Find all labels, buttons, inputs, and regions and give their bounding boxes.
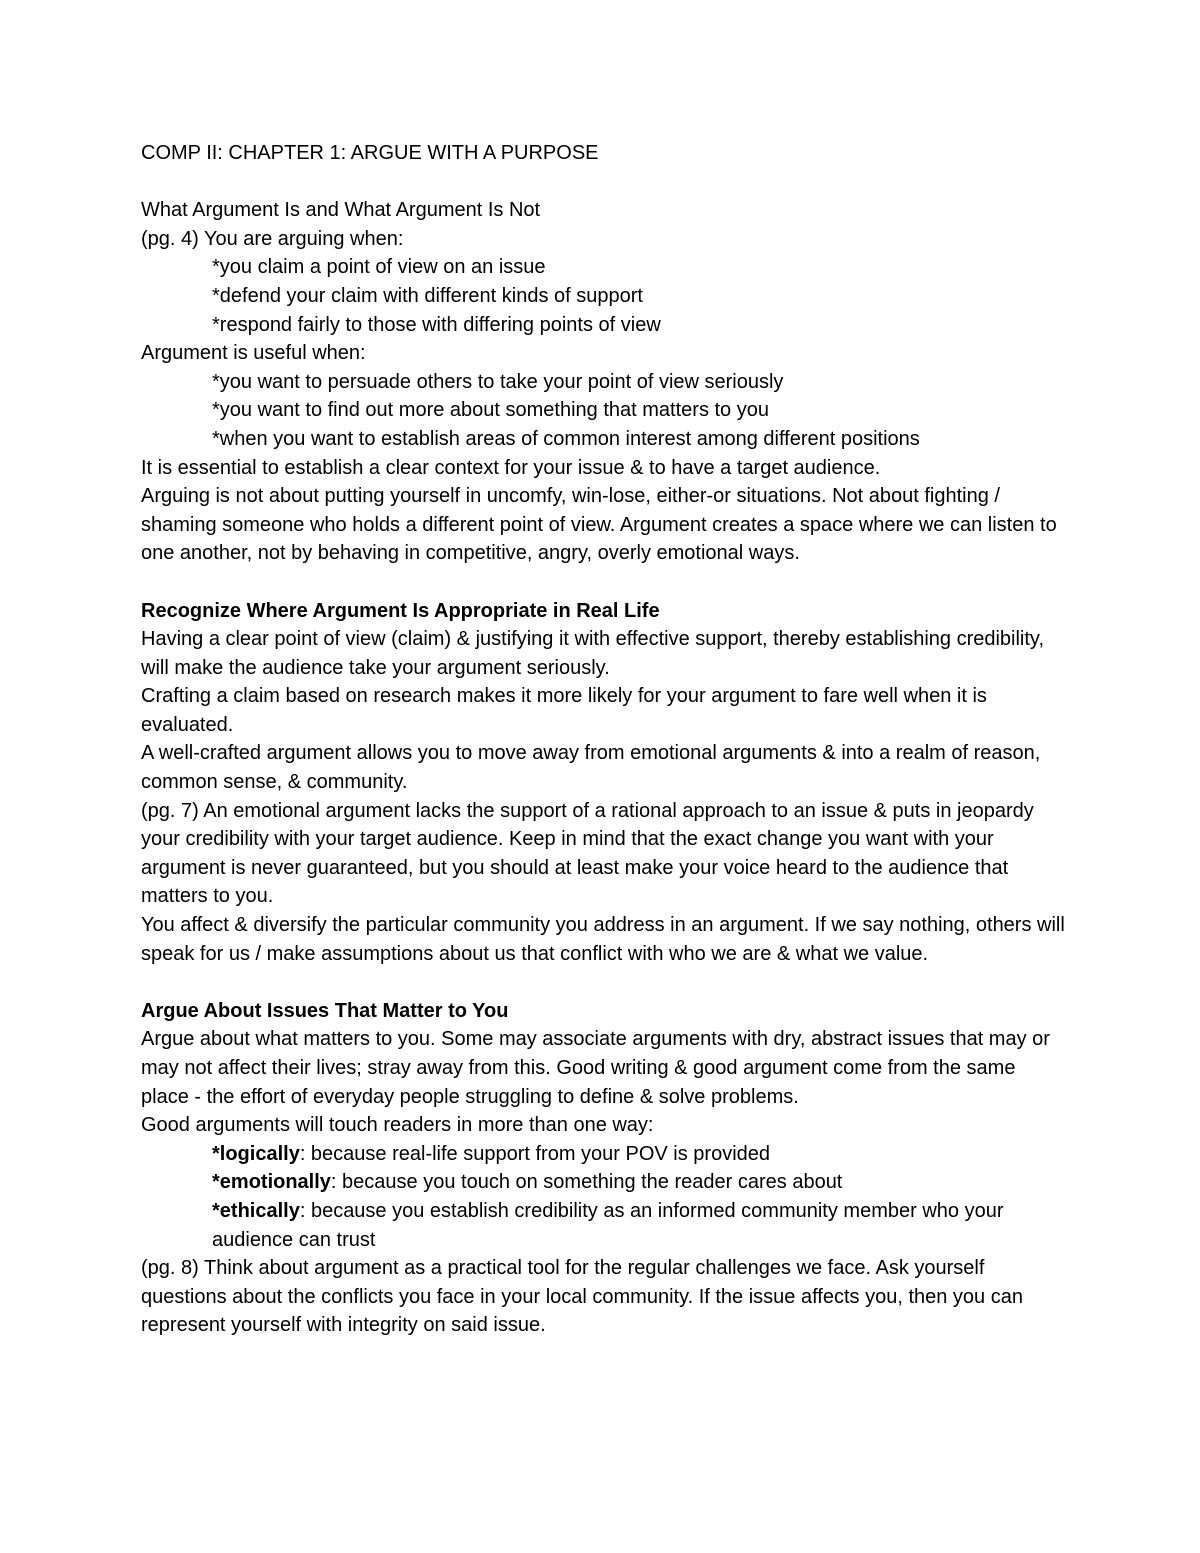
paragraph: Having a clear point of view (claim) & justifying it with effective support, thereby establishing credibility, will make the audience take your argument seriously. xyxy=(141,628,1044,679)
term-ethically: *ethically xyxy=(212,1199,300,1222)
list-item xyxy=(141,1197,1066,1254)
section-heading: Argue About Issues That Matter to You xyxy=(141,999,509,1022)
paragraph: You affect & diversify the particular community you address in an argument. If we say nothing, others will speak for us / make assumptions about us that conflict with who we are & what we value. xyxy=(141,914,1065,965)
paragraph: It is essential to establish a clear context for your issue & to have a target audience. xyxy=(141,456,881,479)
list-item: *defend your claim with different kinds of support xyxy=(212,284,643,307)
touch-intro: Good arguments will touch readers in more than one way: xyxy=(141,1114,654,1137)
list-item: *respond fairly to those with differing points of view xyxy=(212,313,661,336)
term-description: : because you establish credibility as an informed community member who your audience can trust xyxy=(212,1199,1004,1251)
document-title: COMP II: CHAPTER 1: ARGUE WITH A PURPOSE xyxy=(141,142,599,164)
list-item: *you claim a point of view on an issue xyxy=(212,256,546,279)
list-item: *you want to persuade others to take your point of view seriously xyxy=(212,370,784,393)
paragraph: (pg. 8) Think about argument as a practical tool for the regular challenges we face. Ask yourself questions about the conflicts you face in your local community. If the issue affects you, then you can represent yourself with integrity on said issue. xyxy=(141,1257,1023,1337)
section-heading: Recognize Where Argument Is Appropriate in Real Life xyxy=(141,599,660,622)
spacer xyxy=(141,968,1066,997)
term-logically: *logically xyxy=(212,1142,300,1165)
list-item: *you want to find out more about something that matters to you xyxy=(212,399,769,422)
term-description: : because you touch on something the reader cares about xyxy=(330,1171,843,1194)
paragraph: Argue about what matters to you. Some may associate arguments with dry, abstract issues that may or may not affect their lives; stray away from this. Good writing & good argument come from the same place - the effort of everyday people struggling to define & solve problems. xyxy=(141,1028,1050,1108)
spacer xyxy=(141,168,1066,197)
list-item xyxy=(141,1168,1066,1197)
paragraph: Arguing is not about putting yourself in uncomfy, win-lose, either-or situations. Not about fighting / shaming someone who holds a different point of view. Argument creates a space where we can listen to one another, not by behaving in competitive, angry, overly emotional ways. xyxy=(141,485,1057,565)
paragraph: (pg. 7) An emotional argument lacks the support of a rational approach to an issue & puts in jeopardy your credibility with your target audience. Keep in mind that the exact change you want with your argument is never guaranteed, but you should at least make your voice heard to the audience that matters to you. xyxy=(141,799,1034,908)
spacer xyxy=(141,568,1066,597)
arguing-intro: (pg. 4) You are arguing when: xyxy=(141,227,404,250)
paragraph: A well-crafted argument allows you to move away from emotional arguments & into a realm of reason, common sense, & community. xyxy=(141,742,1041,794)
section-subtitle: What Argument Is and What Argument Is Not xyxy=(141,199,541,222)
term-description: : because real-life support from your POV is provided xyxy=(299,1142,771,1165)
useful-intro: Argument is useful when: xyxy=(141,342,366,365)
term-emotionally: *emotionally xyxy=(212,1171,331,1194)
list-item xyxy=(141,1140,1066,1169)
list-item: *when you want to establish areas of common interest among different positions xyxy=(212,427,920,450)
paragraph: Crafting a claim based on research makes it more likely for your argument to fare well when it is evaluated. xyxy=(141,685,987,736)
document-page xyxy=(141,139,1066,1340)
